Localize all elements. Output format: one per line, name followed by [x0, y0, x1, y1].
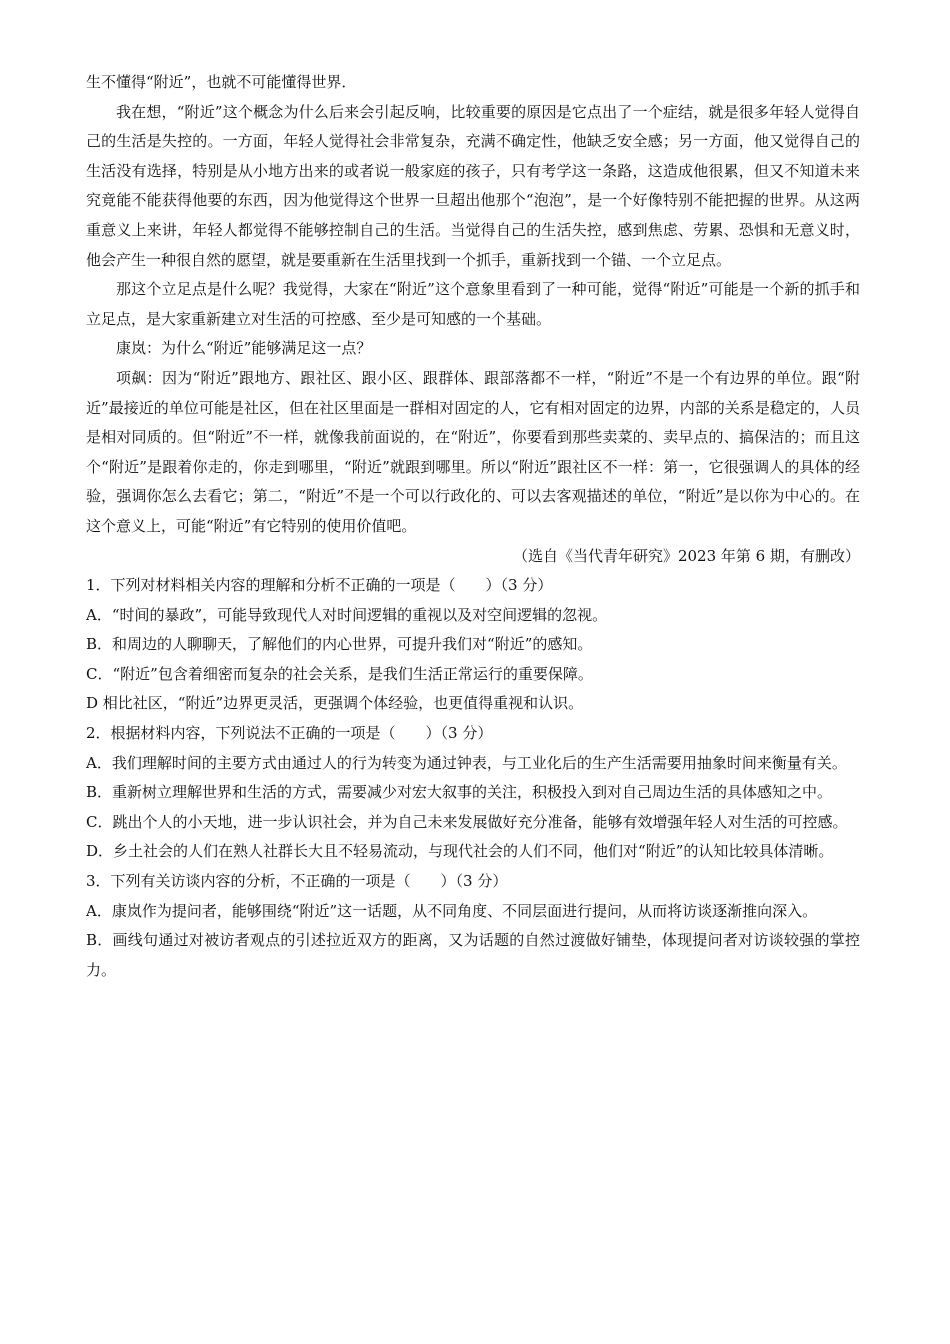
question-1-option-b: B．和周边的人聊聊天，了解他们的内心世界，可提升我们对“附近”的感知。: [86, 635, 593, 654]
question-2: [86, 719, 860, 867]
article-paragraph-1: 生不懂得“附近”，也就不可能懂得世界．: [86, 73, 357, 91]
question-1-option-a: A．“时间的暴政”，可能导致现代人对时间逻辑的重视以及对空间逻辑的忽视。: [86, 605, 608, 624]
question-1-option-c: C．“附近”包含着细密而复杂的社会关系，是我们生活正常运行的重要保障。: [86, 664, 593, 683]
question-1: [86, 571, 860, 719]
question-3-option-b: B．画线句通过对被访者观点的引述拉近双方的距离，又为话题的自然过渡做好铺垫，体现提问者对访谈较强的掌控力。: [86, 931, 860, 979]
question-3-option-a: A．康岚作为提问者，能够围绕“附近”这一话题，从不同角度、不同层面进行提问，从而将访谈逐渐推向深入。: [86, 901, 818, 920]
article-source: （选自《当代青年研究》2023 年第 6 期，有删改）: [512, 546, 860, 565]
question-1-option-d: D 相比社区，“附近”边界更灵活，更强调个体经验，也更值得重视和认识。: [86, 694, 584, 713]
question-3-stem: 3．下列有关访谈内容的分析，不正确的一项是（ ）（3 分）: [86, 872, 508, 891]
article-paragraph-3: 那这个立足点是什么呢？我觉得，大家在“附近”这个意象里看到了一种可能，觉得“附近”可能是一个新的抓手和立足点，是大家重新建立对生活的可控感、至少是可知感的一个基础。: [86, 280, 860, 328]
question-1-stem: 1．下列对材料相关内容的理解和分析不正确的一项是（ ）（3 分）: [86, 576, 553, 595]
question-3: [86, 867, 860, 985]
question-2-option-c: C．跳出个人的小天地，进一步认识社会，并为自己未来发展做好充分准备，能够有效增强年轻人对生活的可控感。: [86, 812, 848, 831]
exam-page: [86, 68, 860, 985]
article-paragraph-2: 我在想，“附近”这个概念为什么后来会引起反响，比较重要的原因是它点出了一个症结，就是很多年轻人觉得自己的生活是失控的。一方面，年轻人觉得社会非常复杂，充满不确定性，他缺乏安全感；另一方面，他又觉得自己的生活没有选择，特别是从小地方出来的或者说一般家庭的孩子，只有考学这一条路，这造成他很累，但又不知道未来究竟能不能获得他要的东西，因为他觉得这个世界一旦超出他那个“泡泡”，是一个好像特别不能把握的世界。从这两重意义上来讲，年轻人都觉得不能够控制自己的生活。当觉得自己的生活失控，感到焦虑、劳累、恐惧和无意义时，他会产生一种很自然的愿望，就是要重新在生活里找到一个抓手，重新找到一个锚、一个立足点。: [86, 102, 860, 269]
question-2-option-b: B．重新树立理解世界和生活的方式，需要减少对宏大叙事的关注，积极投入到对自己周边生活的具体感知之中。: [86, 783, 833, 802]
question-2-stem: 2．根据材料内容，下列说法不正确的一项是（ ）（3 分）: [86, 724, 493, 743]
question-2-option-a: A．我们理解时间的主要方式由通过人的行为转变为通过钟表，与工业化后的生产生活需要用抽象时间来衡量有关。: [86, 753, 847, 772]
question-2-option-d: D．乡土社会的人们在熟人社群长大且不轻易流动，与现代社会的人们不同，他们对“附近”的认知比较具体清晰。: [86, 842, 834, 861]
interview-question-kanglan: 康岚：为什么“附近”能够满足这一点？: [116, 339, 372, 358]
interview-answer-xiangbiao: 项飙：因为“附近”跟地方、跟社区、跟小区、跟群体、跟部落都不一样，“附近”不是一个有边界的单位。跟“附近”最接近的单位可能是社区，但在社区里面是一群相对固定的人，它有相对固定的边界，内部的关系是稳定的，人员是相对同质的。但“附近”不一样，就像我前面说的，在“附近”，你要看到那些卖菜的、卖早点的、搞保洁的；而且这个“附近”是跟着你走的，你走到哪里，“附近”就跟到哪里。所以“附近”跟社区不一样：第一，它很强调人的具体的经验，强调你怎么去看它；第二，“附近”不是一个可以行政化的、可以去客观描述的单位，“附近”是以你为中心的。在这个意义上，可能“附近”有它特别的使用价值吧。: [86, 368, 860, 535]
